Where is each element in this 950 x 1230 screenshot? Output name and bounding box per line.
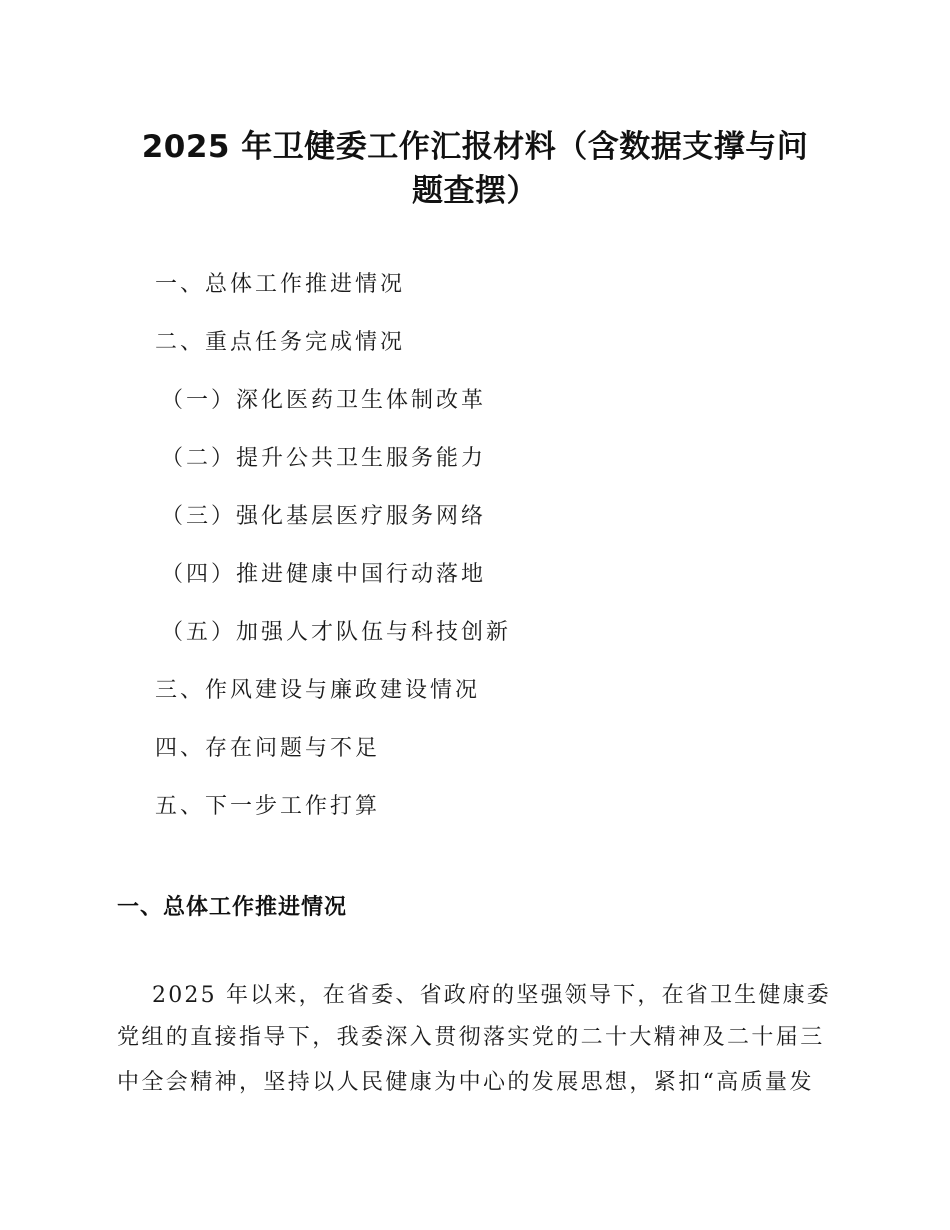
toc-item-talent-innovation[interactable]: （五）加强人才队伍与科技创新 — [161, 620, 512, 645]
toc-item-grassroots-network[interactable]: （三）强化基层医疗服务网络 — [161, 504, 487, 529]
toc-item-problems[interactable]: 四、存在问题与不足 — [155, 736, 381, 761]
toc-item-medical-reform[interactable]: （一）深化医药卫生体制改革 — [161, 388, 487, 413]
toc-item-work-style[interactable]: 三、作风建设与廉政建设情况 — [155, 678, 481, 703]
paragraph-line: 党组的直接指导下，我委深入贯彻落实党的二十大精神及二十届三 — [117, 1025, 825, 1050]
toc-item-overall-progress[interactable]: 一、总体工作推进情况 — [155, 272, 406, 297]
toc-item-healthy-china[interactable]: （四）推进健康中国行动落地 — [161, 562, 487, 587]
toc-item-next-steps[interactable]: 五、下一步工作打算 — [155, 794, 381, 819]
section-heading-overall-progress: 一、总体工作推进情况 — [117, 895, 348, 920]
toc-item-key-tasks[interactable]: 二、重点任务完成情况 — [155, 330, 406, 355]
paragraph-line: 2025 年以来，在省委、省政府的坚强领导下，在省卫生健康委 — [152, 983, 831, 1008]
document-title-line-1: 2025 年卫健委工作汇报材料（含数据支撑与问 — [141, 129, 809, 165]
paragraph-line: 中全会精神，坚持以人民健康为中心的发展思想，紧扣“高质量发 — [117, 1070, 814, 1095]
document-title-line-2: 题查摆） — [412, 173, 538, 209]
toc-item-public-health[interactable]: （二）提升公共卫生服务能力 — [161, 446, 487, 471]
